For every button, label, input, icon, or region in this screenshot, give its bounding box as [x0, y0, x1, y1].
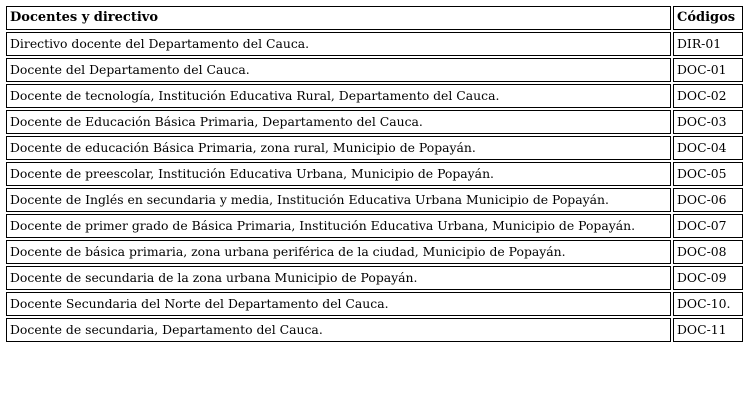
table-row	[6, 162, 743, 186]
cell-code: DOC-11	[673, 318, 743, 342]
cell-description: Docente de educación Básica Primaria, zona rural, Municipio de Popayán.	[6, 136, 671, 160]
cell-code: DOC-03	[673, 110, 743, 134]
cell-code: DOC-04	[673, 136, 743, 160]
cell-description: Docente de básica primaria, zona urbana periférica de la ciudad, Municipio de Popayán.	[6, 240, 671, 264]
cell-description: Docente de secundaria, Departamento del Cauca.	[6, 318, 671, 342]
table-row	[6, 84, 743, 108]
cell-description: Docente del Departamento del Cauca.	[6, 58, 671, 82]
cell-code: DOC-05	[673, 162, 743, 186]
table-row	[6, 188, 743, 212]
cell-description: Docente de Inglés en secundaria y media, Institución Educativa Urbana Municipio de Popayán.	[6, 188, 671, 212]
cell-description: Docente Secundaria del Norte del Departamento del Cauca.	[6, 292, 671, 316]
cell-code: DOC-09	[673, 266, 743, 290]
table-row	[6, 214, 743, 238]
cell-description: Directivo docente del Departamento del Cauca.	[6, 32, 671, 56]
codes-table	[3, 3, 746, 345]
cell-code: DIR-01	[673, 32, 743, 56]
cell-code: DOC-08	[673, 240, 743, 264]
table-row	[6, 136, 743, 160]
table-row	[6, 110, 743, 134]
cell-code: DOC-06	[673, 188, 743, 212]
cell-description: Docente de Educación Básica Primaria, Departamento del Cauca.	[6, 110, 671, 134]
header-description: Docentes y directivo	[6, 6, 671, 30]
cell-code: DOC-01	[673, 58, 743, 82]
table-row	[6, 318, 743, 342]
cell-description: Docente de preescolar, Institución Educativa Urbana, Municipio de Popayán.	[6, 162, 671, 186]
header-row	[6, 6, 743, 30]
header-code: Códigos	[673, 6, 743, 30]
table-row	[6, 32, 743, 56]
cell-code: DOC-02	[673, 84, 743, 108]
cell-code: DOC-07	[673, 214, 743, 238]
cell-description: Docente de secundaria de la zona urbana Municipio de Popayán.	[6, 266, 671, 290]
cell-code: DOC-10.	[673, 292, 743, 316]
cell-description: Docente de primer grado de Básica Primaria, Institución Educativa Urbana, Municipio de Popayán.	[6, 214, 671, 238]
table-row	[6, 58, 743, 82]
table-row	[6, 240, 743, 264]
cell-description: Docente de tecnología, Institución Educativa Rural, Departamento del Cauca.	[6, 84, 671, 108]
table-row	[6, 292, 743, 316]
table-row	[6, 266, 743, 290]
